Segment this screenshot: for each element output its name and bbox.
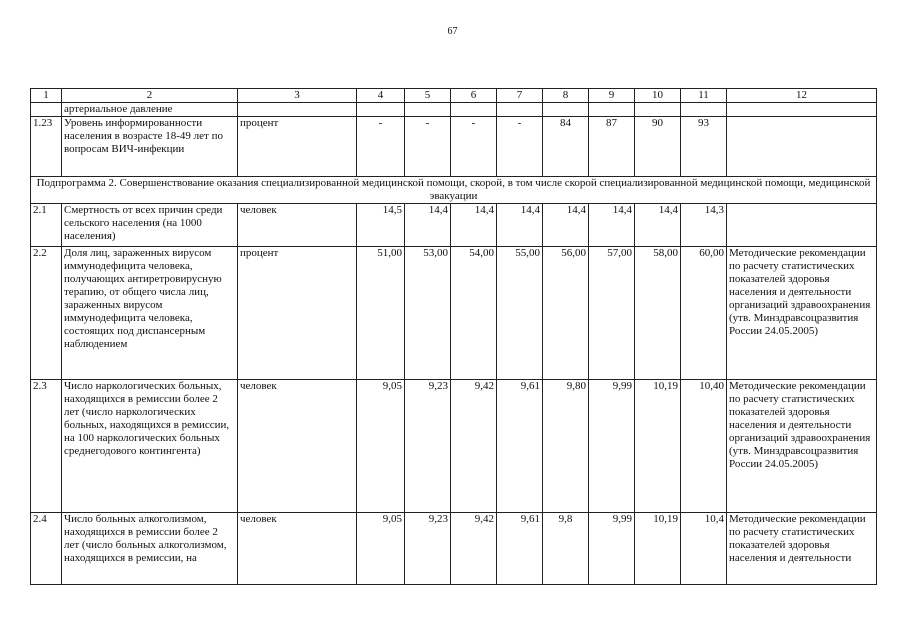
row-number-cell xyxy=(31,103,62,117)
value-cell: 9,99 xyxy=(589,513,635,585)
col-header: 6 xyxy=(451,89,497,103)
subprogram-row xyxy=(31,177,877,204)
value-cell: - xyxy=(405,117,451,177)
subprogram-heading: Подпрограмма 2. Совершенствование оказания специализированной медицинской помощи, скорой, в том числе скорой специализированной медицинской помощи, медицинской эвакуации xyxy=(31,177,877,204)
table-row-1-23 xyxy=(31,117,877,177)
col-header: 3 xyxy=(238,89,357,103)
value-cell: - xyxy=(497,117,543,177)
value-cell: 10,40 xyxy=(681,380,727,513)
row-number-cell: 2.4 xyxy=(31,513,62,585)
value-cell xyxy=(357,103,405,117)
indicator-name-cell: Число наркологических больных, находящихся в ремиссии более 2 лет (число наркологических больных, находящихся в ремиссии, на 100 наркологических больных среднегодового контингента) xyxy=(62,380,238,513)
continuation-row xyxy=(31,103,877,117)
value-cell: 57,00 xyxy=(589,247,635,380)
value-cell: 10,4 xyxy=(681,513,727,585)
value-cell: 14,4 xyxy=(635,204,681,247)
value-cell: - xyxy=(451,117,497,177)
indicator-name-cell: артериальное давление xyxy=(62,103,238,117)
value-cell: 14,4 xyxy=(405,204,451,247)
value-cell: 54,00 xyxy=(451,247,497,380)
unit-cell: человек xyxy=(238,204,357,247)
value-cell: 87 xyxy=(589,117,635,177)
value-cell: 9,23 xyxy=(405,513,451,585)
value-cell xyxy=(405,103,451,117)
col-header: 9 xyxy=(589,89,635,103)
indicator-name-cell: Доля лиц, зараженных вирусом иммунодефицита человека, получающих антиретровирусную терапию, от общего числа лиц, зараженных вирусом иммунодефицита человека, состоящих под диспансерным наблюдением xyxy=(62,247,238,380)
value-cell: 55,00 xyxy=(497,247,543,380)
value-cell: 9,61 xyxy=(497,380,543,513)
page-number: 67 xyxy=(447,26,458,37)
value-cell: 56,00 xyxy=(543,247,589,380)
note-cell: Методические рекомендации по расчету статистических показателей здоровья населения и деятельности организаций здравоохранения (утв. Минздравсоцразвития России 24.05.2005) xyxy=(727,247,877,380)
note-cell: Методические рекомендации по расчету статистических показателей здоровья населения и деятельности xyxy=(727,513,877,585)
value-cell: 53,00 xyxy=(405,247,451,380)
value-cell: 9,23 xyxy=(405,380,451,513)
row-number-cell: 2.2 xyxy=(31,247,62,380)
value-cell: 14,4 xyxy=(497,204,543,247)
value-cell: 9,05 xyxy=(357,513,405,585)
value-cell: 14,3 xyxy=(681,204,727,247)
value-cell xyxy=(589,103,635,117)
col-header: 2 xyxy=(62,89,238,103)
col-header: 10 xyxy=(635,89,681,103)
value-cell: 14,4 xyxy=(451,204,497,247)
col-header: 11 xyxy=(681,89,727,103)
row-number-cell: 2.1 xyxy=(31,204,62,247)
col-header: 1 xyxy=(31,89,62,103)
unit-cell xyxy=(238,103,357,117)
column-number-row xyxy=(31,89,877,103)
value-cell: 51,00 xyxy=(357,247,405,380)
col-header: 5 xyxy=(405,89,451,103)
unit-cell: процент xyxy=(238,117,357,177)
value-cell xyxy=(543,103,589,117)
note-cell xyxy=(727,103,877,117)
indicators-table xyxy=(30,88,877,585)
table-row-2-4 xyxy=(31,513,877,585)
col-header: 7 xyxy=(497,89,543,103)
value-cell: 14,4 xyxy=(543,204,589,247)
value-cell: 60,00 xyxy=(681,247,727,380)
value-cell: 9,99 xyxy=(589,380,635,513)
value-cell xyxy=(451,103,497,117)
table-row-2-1 xyxy=(31,204,877,247)
value-cell: 90 xyxy=(635,117,681,177)
table-row-2-3 xyxy=(31,380,877,513)
value-cell: 58,00 xyxy=(635,247,681,380)
value-cell: 9,42 xyxy=(451,513,497,585)
value-cell: 10,19 xyxy=(635,513,681,585)
col-header: 12 xyxy=(727,89,877,103)
row-number-cell: 2.3 xyxy=(31,380,62,513)
table-row-2-2 xyxy=(31,247,877,380)
indicator-name-cell: Смертность от всех причин среди сельского населения (на 1000 населения) xyxy=(62,204,238,247)
value-cell: 14,5 xyxy=(357,204,405,247)
unit-cell: процент xyxy=(238,247,357,380)
note-cell xyxy=(727,117,877,177)
value-cell: 93 xyxy=(681,117,727,177)
value-cell: 9,61 xyxy=(497,513,543,585)
row-number-cell: 1.23 xyxy=(31,117,62,177)
value-cell: 9,8 xyxy=(543,513,589,585)
value-cell: - xyxy=(357,117,405,177)
col-header: 4 xyxy=(357,89,405,103)
col-header: 8 xyxy=(543,89,589,103)
note-cell: Методические рекомендации по расчету статистических показателей здоровья населения и деятельности организаций здравоохранения (утв. Минздравсоцразвития России 24.05.2005) xyxy=(727,380,877,513)
value-cell: 9,05 xyxy=(357,380,405,513)
unit-cell: человек xyxy=(238,380,357,513)
value-cell: 9,42 xyxy=(451,380,497,513)
indicator-name-cell: Число больных алкоголизмом, находящихся в ремиссии более 2 лет (число больных алкоголизмом, находящихся в ремиссии, на xyxy=(62,513,238,585)
note-cell xyxy=(727,204,877,247)
value-cell: 9,80 xyxy=(543,380,589,513)
value-cell xyxy=(497,103,543,117)
value-cell: 10,19 xyxy=(635,380,681,513)
value-cell: 14,4 xyxy=(589,204,635,247)
unit-cell: человек xyxy=(238,513,357,585)
indicator-name-cell: Уровень информированности населения в возрасте 18-49 лет по вопросам ВИЧ-инфекции xyxy=(62,117,238,177)
value-cell xyxy=(635,103,681,117)
value-cell xyxy=(681,103,727,117)
value-cell: 84 xyxy=(543,117,589,177)
